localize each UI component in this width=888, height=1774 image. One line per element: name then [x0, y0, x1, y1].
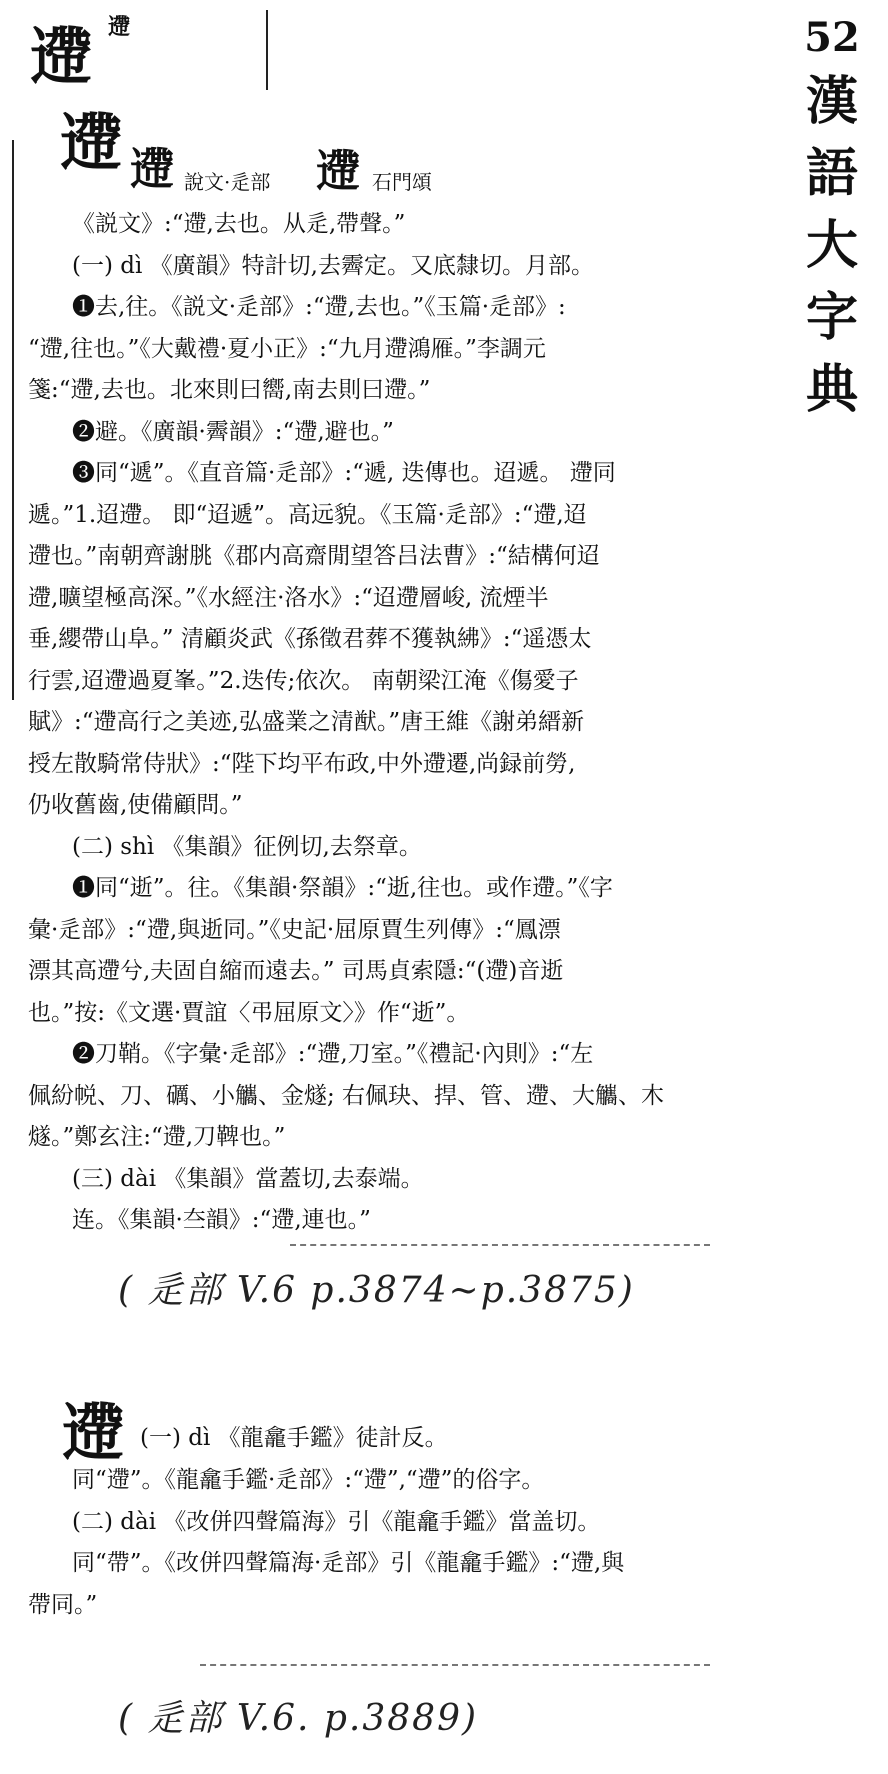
text-line: 授左散騎常侍狀》:“陛下均平布政,中外遰遷,尚録前勞,: [28, 750, 576, 777]
text-line: 燧。”鄭玄注:“遰,刀鞞也。”: [28, 1124, 286, 1150]
text-line: 行雲,迢遰過夏峯。”2.迭传;依次。 南朝梁江淹《傷愛子: [28, 667, 579, 694]
text-line: 漂其高遰兮,夫固自縮而遠去。” 司馬貞索隱:“(遰)音逝: [28, 958, 564, 984]
handwritten-note: ( 辵部 V.6. p.3889): [118, 1698, 479, 1739]
seal-form-label: 說文·辵部: [184, 170, 271, 194]
handwritten-note: ( 辵部 V.6 p.3874~p.3875): [118, 1270, 635, 1311]
title-char: 字: [805, 287, 858, 348]
seal-form-shuowen: 遰: [130, 144, 174, 195]
text-line: 《説文》:“遰,去也。从辵,帶聲。”: [72, 211, 406, 237]
seal-form-shimensong: 遰: [316, 146, 360, 197]
text-line: ❸同“遞”。《直音篇·辵部》:“遞, 迭傳也。迢遞。 遰同: [72, 460, 616, 486]
text-line: 仍收舊齒,使備顧問。”: [28, 792, 243, 818]
text-line: 垂,纓帶山阜。” 清顧炎武《孫徵君葬不獲執紼》:“遥憑太: [28, 626, 592, 652]
entry2-body: [28, 1460, 768, 1626]
text-line: 賦》:“遰高行之美迹,弘盛業之清猷。”唐王維《謝弟縉新: [28, 709, 585, 735]
separator-dashes: [200, 1664, 710, 1666]
seal-form-label: 石門頌: [372, 170, 432, 194]
text-line: ❶去,往。《説文·辵部》:“遰,去也。”《玉篇·辵部》:: [72, 294, 566, 320]
text-line: (三) dài 《集韻》當蓋切,去泰端。: [72, 1165, 424, 1192]
text-line: “遰,往也。”《大戴禮·夏小正》:“九月遰鴻雁。”李調元: [28, 335, 546, 362]
text-line: (一) dì 《龍龕手鑑》徒計反。: [140, 1425, 448, 1451]
text-line: 佩紛帨、刀、礪、小觿、金燧; 右佩玦、捍、管、遰、大觿、木: [28, 1082, 665, 1109]
entry1-headword: 遰: [60, 106, 123, 179]
head-character: 遰: [30, 20, 93, 93]
text-line: (一) dì 《廣韻》特計切,去霽定。又底隸切。月部。: [72, 252, 594, 279]
text-line: 同“遰”。《龍龕手鑑·辵部》:“遰”,“遰”的俗字。: [72, 1467, 545, 1493]
text-line: 箋:“遰,去也。北來則曰嚮,南去則曰遰。”: [28, 377, 431, 403]
text-line: 同“帶”。《改併四聲篇海·辵部》引《龍龕手鑑》:“遰,與: [72, 1550, 625, 1576]
text-line: ❷刀鞘。《字彙·辵部》:“遰,刀室。”《禮記·內則》:“左: [72, 1041, 594, 1067]
title-char: 大: [805, 215, 858, 276]
text-line: 连。《集韻·夳韻》:“遰,連也。”: [72, 1207, 371, 1233]
text-line: ❷避。《廣韻·霽韻》:“遰,避也。”: [72, 418, 394, 445]
text-line: 也。”按:《文選·賈誼〈弔屈原文〉》作“逝”。: [28, 999, 470, 1026]
text-line: 帶同。”: [28, 1591, 98, 1618]
text-line: (二) dài 《改併四聲篇海》引《龍龕手鑑》當盖切。: [72, 1508, 601, 1535]
column-rule-left: [12, 140, 14, 700]
title-char: 語: [805, 143, 858, 204]
entry2-headword: 遰: [62, 1396, 125, 1469]
entry2-first-line: [140, 1418, 760, 1460]
title-char: 漢: [805, 71, 858, 132]
head-character-small: 遰: [108, 14, 131, 40]
text-line: 遞。”1.迢遰。 即“迢遞”。高远貌。《玉篇·辵部》:“遰,迢: [28, 501, 587, 528]
title-char: 典: [805, 359, 858, 420]
page-number: 52: [804, 14, 860, 61]
dictionary-title-vertical: [792, 14, 872, 436]
text-line: 彙·辵部》:“遰,與逝同。”《史記·屈原賈生列傳》:“鳳漂: [28, 916, 561, 943]
entry1-body: [28, 204, 768, 1242]
column-rule-top: [266, 10, 268, 90]
separator-dashes: [290, 1244, 710, 1246]
text-line: 遰也。”南朝齊謝朓《郡内高齋閒望答吕法曹》:“結構何迢: [28, 543, 600, 569]
text-line: (二) shì 《集韻》征例切,去祭章。: [72, 833, 422, 860]
text-line: 遰,曠望極高深。”《水經注·洛水》:“迢遰層峻, 流煙半: [28, 584, 549, 611]
text-line: ❶同“逝”。往。《集韻·祭韻》:“逝,往也。或作遰。”《字: [72, 875, 613, 901]
